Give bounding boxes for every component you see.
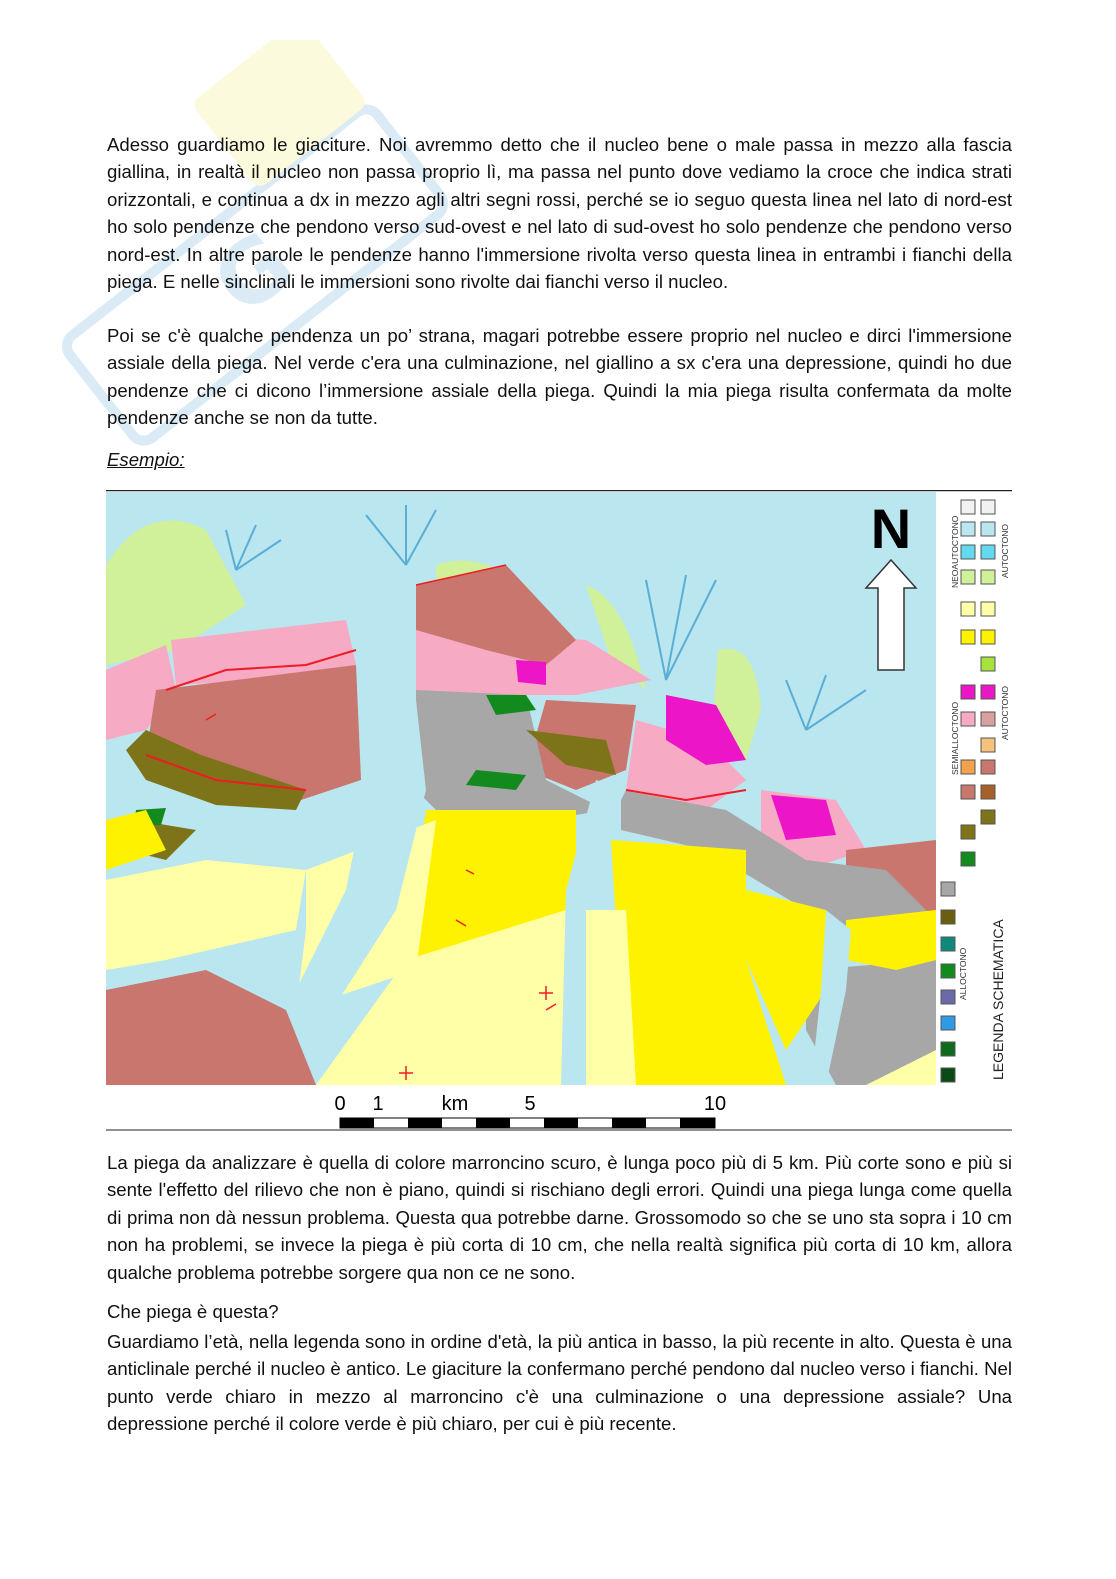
scale-label-0: 0: [334, 1093, 346, 1115]
map-area: [106, 492, 936, 1085]
geological-map-figure: [106, 490, 1012, 1132]
legend-group-semialloctono: SEMIALLOCTONO: [950, 701, 960, 775]
paragraph-4: Guardiamo l’età, nella legenda sono in ordine d'età, la più antica in basso, la più recente in alto. Questa è una anticlinale perché il nucleo è antico. Le giaciture la confermano perché pendono dal nucleo verso i fianchi. Nel punto verde chiaro in mezzo al marroncino c'è una culminazione o una depressione assiale? Una depressione perché il colore verde è più chiaro, per cui è più recente.: [107, 1331, 1012, 1435]
scale-label-5: 5: [524, 1093, 536, 1115]
paragraph-2: Poi se c'è qualche pendenza un po’ strana, magari potrebbe essere proprio nel nucleo e dirci l'immersione assiale della piega. Nel verde c'era una culminazione, nel giallino a sx c'era una depressione, quindi ho due pendenze che ci dicono l’immersione assiale della piega. Quindi la mia piega risulta confermata da molte pendenze anche se non da tutte.: [107, 325, 1012, 429]
map-legend: [936, 492, 1012, 1085]
paragraph-1: Adesso guardiamo le giaciture. Noi avremmo detto che il nucleo bene o male passa in mezzo alla fascia giallina, in realtà il nucleo non passa proprio lì, ma passa nel punto dove vediamo la croce che indica strati orizzontali, e continua a dx in mezzo agli altri segni rossi, perché se io seguo questa linea nel lato di nord-est ho solo pendenze che pendono verso sud-ovest e nel lato di sud-ovest ho solo pendenze che pendono verso nord-est. In altre parole le pendenze hanno l'immersione rivolta verso questa linea in entrambi i fianchi della piega. E nelle sinclinali le immersioni sono rivolte dai fianchi verso il nucleo.: [107, 134, 1012, 293]
example-label: Esempio:: [107, 449, 185, 470]
legend-group-autoctono-2: AUTOCTONO: [1000, 686, 1010, 740]
legend-title: LEGENDA SCHEMATICA: [990, 919, 1006, 1080]
legend-group-neoautoctono: NEOAUTOCTONO: [950, 515, 960, 588]
paragraph-3: La piega da analizzare è quella di colore marroncino scuro, è lunga poco più di 5 km. Più corte sono e più si sente l'effetto del rilievo che non è piano, quindi si rischiano degli errori. Quindi una piega lunga come quella di prima non dà nessun problema. Questa qua potrebbe darne. Grossomodo so che se uno sta sopra i 10 cm non ha problemi, se invece la piega è più corta di 10 cm, che nella realtà significa più corta di 10 km, allora qualche problema potrebbe sorgere qua non ce ne sono.: [107, 1152, 1012, 1283]
question-line: Che piega è questa?: [107, 1301, 279, 1322]
legend-group-alloctono: ALLOCTONO: [958, 947, 968, 1000]
scale-label-10: 10: [703, 1093, 727, 1115]
north-label: N: [870, 497, 912, 560]
scale-label-km: km: [441, 1093, 469, 1115]
svg-text:G: G: [195, 212, 313, 335]
legend-group-autoctono: AUTOCTONO: [1000, 524, 1010, 578]
scale-label-1: 1: [372, 1093, 384, 1115]
